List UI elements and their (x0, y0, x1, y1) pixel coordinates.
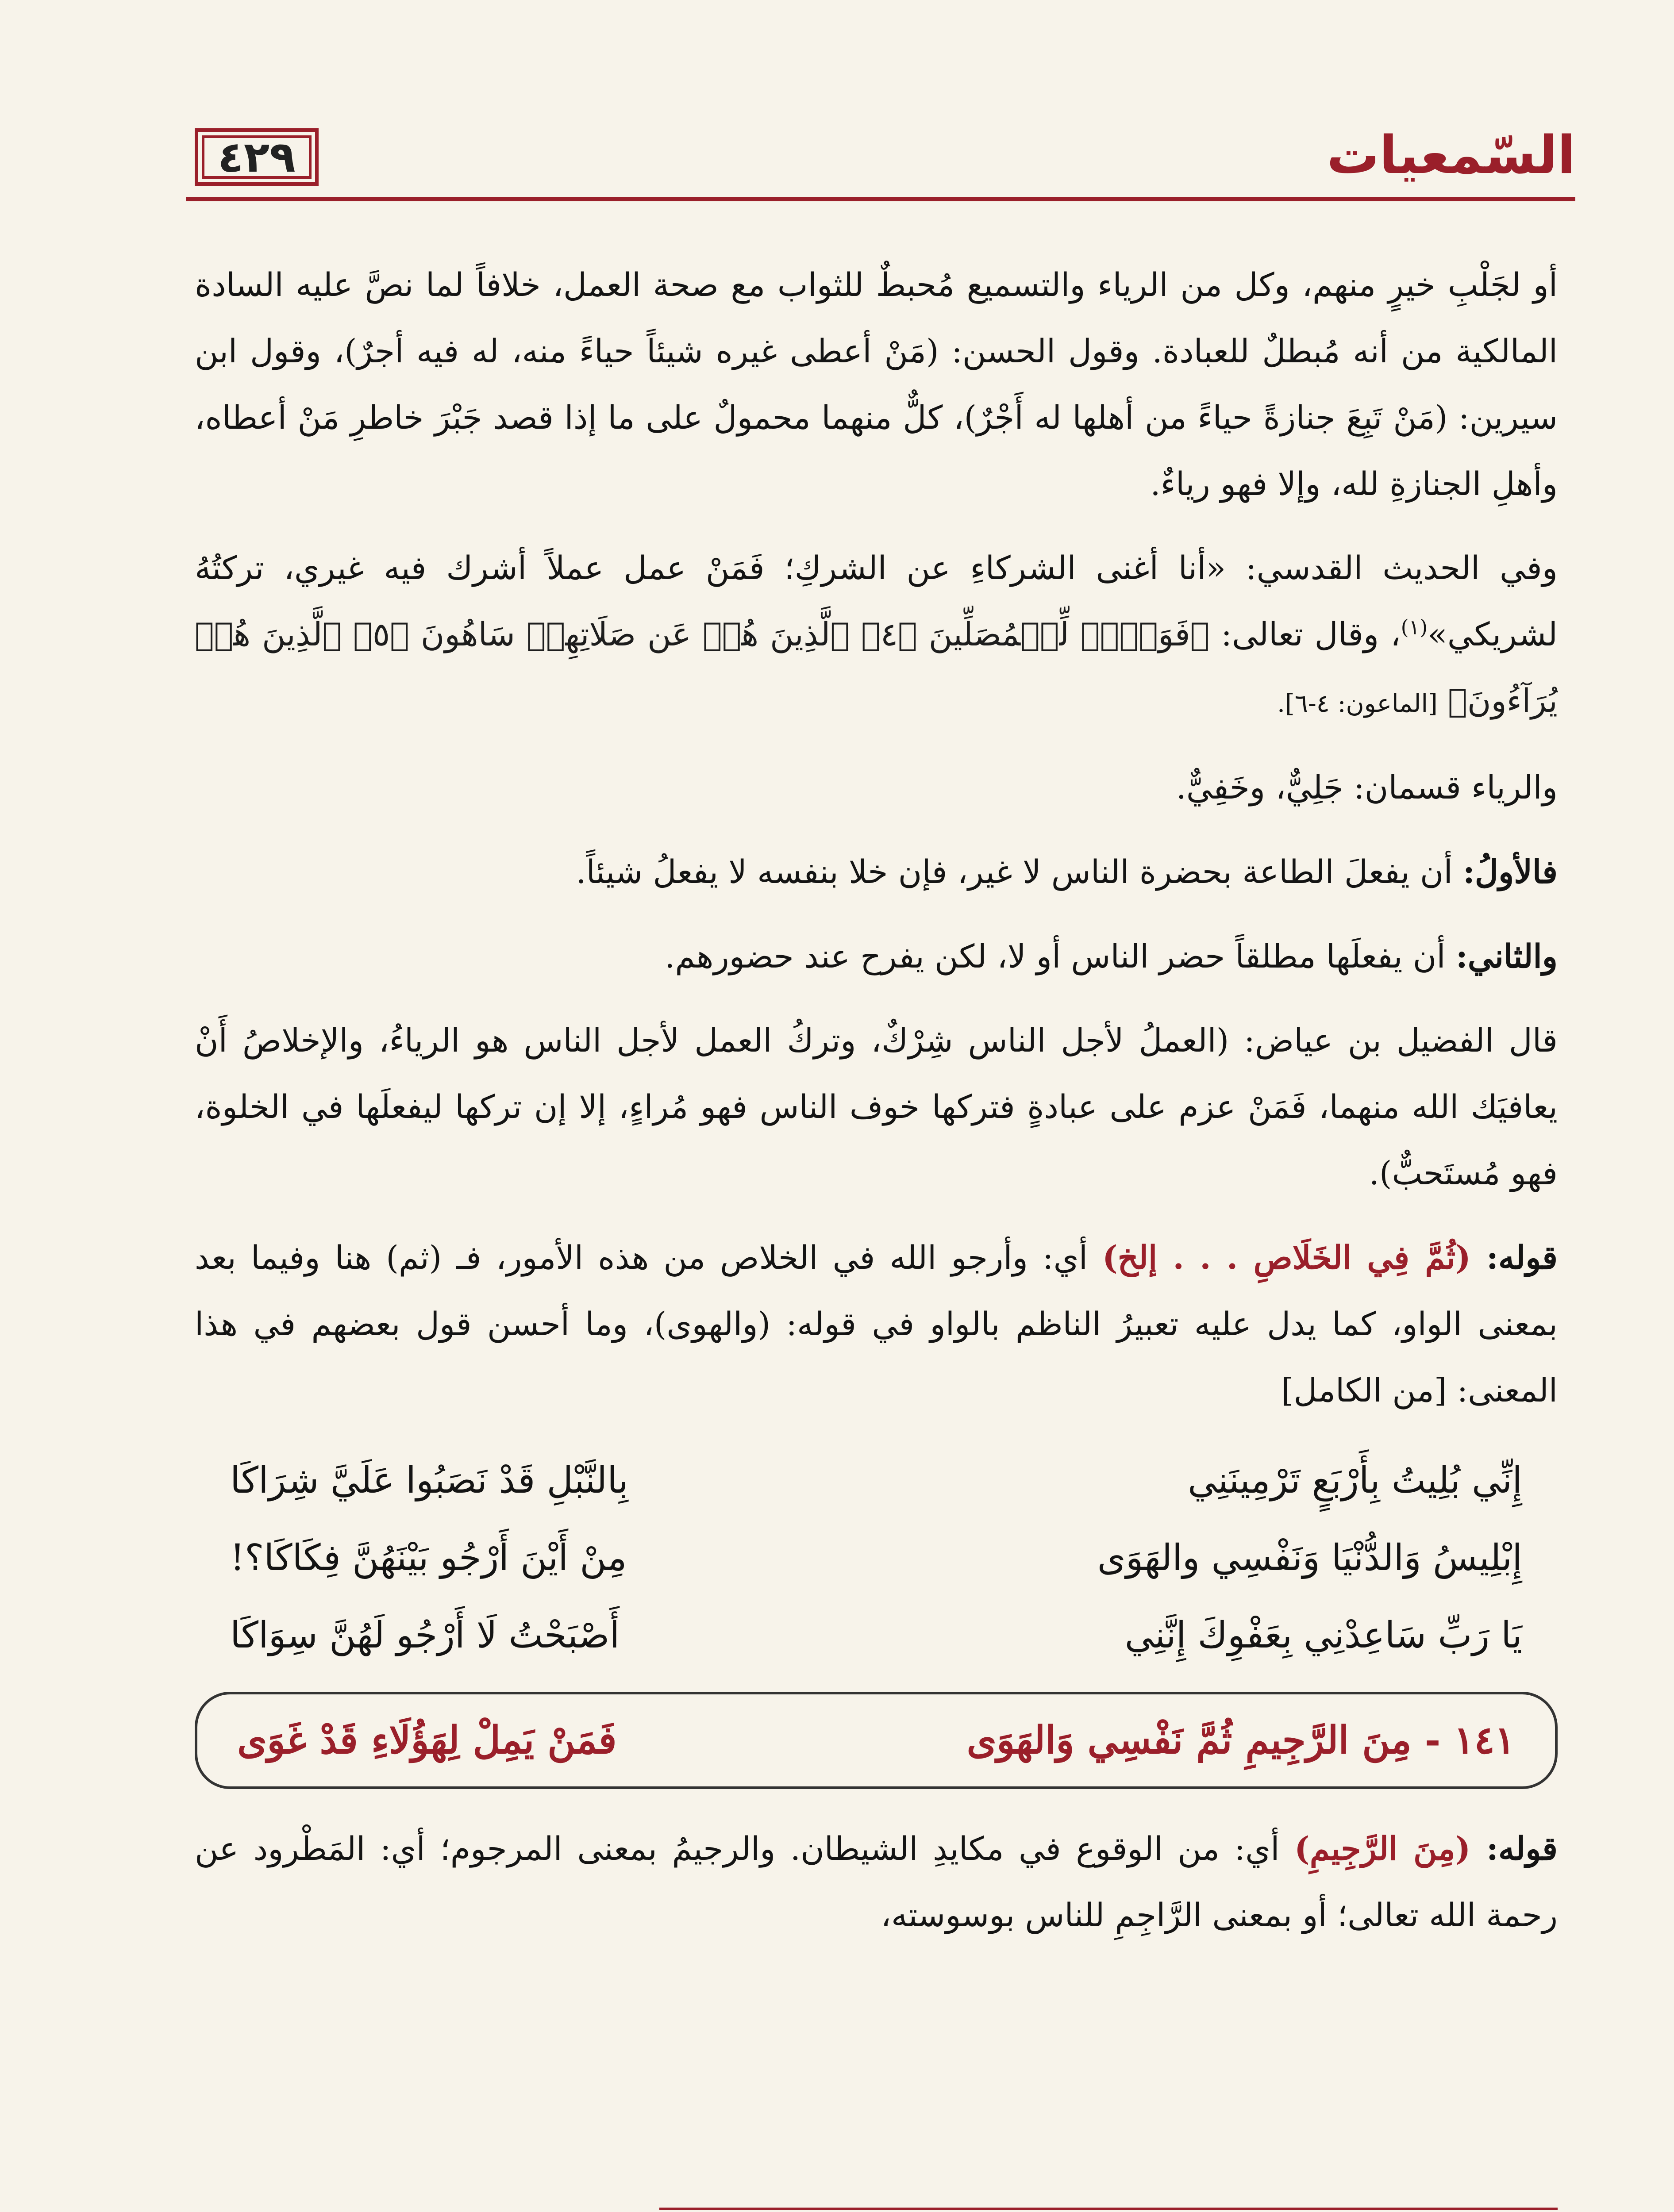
commentary-1 (195, 1225, 1558, 1424)
header-rule (186, 197, 1575, 201)
main-verse-right-text: مِنَ الرَّجِيمِ ثُمَّ نَفْسِي وَالهَوَى (966, 1718, 1412, 1763)
poem-line-2-right: إِبْلِيسُ وَالدُّنْيَا وَنَفْسِي والهَوَى (1097, 1536, 1522, 1579)
poem (195, 1442, 1558, 1674)
main-verse-number: ١٤١ (1454, 1718, 1515, 1763)
quran-verse: ﴿فَوَيۡلٞ لِّلۡمُصَلِّينَ ﴿٤﴾ ٱلَّذِينَ هُمۡ عَن صَلَاتِهِمۡ سَاهُونَ ﴿٥﴾ ٱلَّذِينَ هُمۡ يُرَآءُونَ﴾ (195, 616, 1558, 720)
commentary-2-label: قوله: (1470, 1830, 1558, 1868)
type-1 (195, 839, 1558, 906)
page-body (195, 252, 1558, 1966)
page-number: ٤٢٩ (195, 128, 319, 186)
poem-line-2-left: مِنْ أَيْنَ أَرْجُو بَيْنَهُنَّ فِكَاكَا؟! (230, 1536, 627, 1579)
poem-line-1-right: إِنِّي بُلِيتُ بِأَرْبَعٍ تَرْمِينَنِي (1188, 1459, 1522, 1502)
poem-line (230, 1597, 1522, 1674)
footnote-rule (659, 2208, 1558, 2210)
poem-line-1-left: بِالنَّبْلِ قَدْ نَصَبُوا عَلَيَّ شِرَاكَا (230, 1459, 628, 1502)
poem-line (230, 1442, 1522, 1519)
commentary-2 (195, 1816, 1558, 1949)
commentary-2-text: أي: من الوقوع في مكايدِ الشيطان. والرجيمُ بمعنى المرجوم؛ أي: المَطْرود عن رحمة الله تعالى؛ أو بمعنى الرَّاجِمِ للناس بوسوسته، (195, 1830, 1558, 1934)
main-verse-right: ١٤١ - مِنَ الرَّجِيمِ ثُمَّ نَفْسِي وَالهَوَى (966, 1718, 1515, 1763)
poem-line (230, 1519, 1522, 1597)
fudayl-quote: قال الفضيل بن عياض: (العملُ لأجل الناس شِرْكٌ، وتركُ العمل لأجل الناس هو الرياءُ، والإخلاصُ أَنْ يعافيَك الله منهما، فَمَنْ عزم على عبادةٍ فتركها خوف الناس فهو مُراءٍ، إلا إن تركها ليفعلَها في الخلوة، فهو مُستَحبٌّ). (195, 1022, 1558, 1192)
page-header (186, 111, 1575, 212)
commentary-1-quote: (ثُمَّ فِي الخَلَاصِ . . . إلخ) (1102, 1239, 1471, 1277)
type-2-text: أن يفعلَها مطلقاً حضر الناس أو لا، لكن يفرح عند حضورهم. (665, 938, 1446, 975)
poem-line-3-right: يَا رَبِّ سَاعِدْنِي بِعَفْوِكَ إِنَّنِي (1124, 1614, 1522, 1656)
chapter-title: السّمعيات (1327, 124, 1575, 185)
paragraph-1: أو لجَلْبِ خيرٍ منهم، وكل من الرياء والتسميع مُحبطٌ للثواب مع صحة العمل، خلافاً لما نصَّ عليه السادة المالكية من أنه مُبطلٌ للعبادة. وقول الحسن: (مَنْ أعطى غيره شيئاً حياءً منه، له فيه أجرٌ)، وقول ابن سيرين: (مَنْ تَبِعَ جنازةً حياءً من أهلها له أَجْرٌ)، كلٌّ منهما محمولٌ على ما إذا قصد جَبْرَ خاطرِ مَنْ أعطاه، وأهلِ الجنازةِ لله، وإلا فهو رياءٌ. (195, 266, 1558, 503)
verse-reference: [الماعون: ٤-٦]. (1277, 689, 1438, 718)
main-verse-left: فَمَنْ يَمِلْ لِهَؤُلَاءِ قَدْ غَوَى (237, 1718, 617, 1763)
paragraph-2: والرياء قسمان: جَلِيٌّ، وخَفِيٌّ. (1176, 769, 1558, 806)
poem-line-3-left: أَصْبَحْتُ لَا أَرْجُو لَهُنَّ سِوَاكَا (230, 1614, 620, 1656)
commentary-1-label: قوله: (1470, 1239, 1558, 1277)
hadith-after: ، وقال تعالى: (1209, 616, 1401, 653)
commentary-2-quote: (مِنَ الرَّجِيمِ) (1294, 1830, 1471, 1868)
footnote-mark: (١) (1401, 615, 1428, 639)
commentary-1-text: أي: وأرجو الله في الخلاص من هذه الأمور، فـ (ثم) هنا وفيما بعد بمعنى الواو، كما يدل عليه تعبيرُ الناظم بالواو في قوله: (والهوى)، وما أحسن قول بعضهم في هذا المعنى: [من الكامل] (195, 1239, 1558, 1409)
hadith-text: وفي الحديث القدسي: «أنا أغنى الشركاءِ عن الشركِ؛ فَمَنْ عمل عملاً أشرك فيه غيري، تركتُهُ لشريكي» (195, 549, 1558, 653)
type-2-label: والثاني: (1455, 937, 1558, 975)
type-1-text: أن يفعلَ الطاعة بحضرة الناس لا غير، فإن خلا بنفسه لا يفعلُ شيئاً. (576, 853, 1453, 891)
type-1-label: فالأولُ: (1462, 853, 1558, 891)
type-2 (195, 923, 1558, 990)
hadith-paragraph (195, 535, 1558, 737)
main-verse-box (195, 1692, 1558, 1789)
